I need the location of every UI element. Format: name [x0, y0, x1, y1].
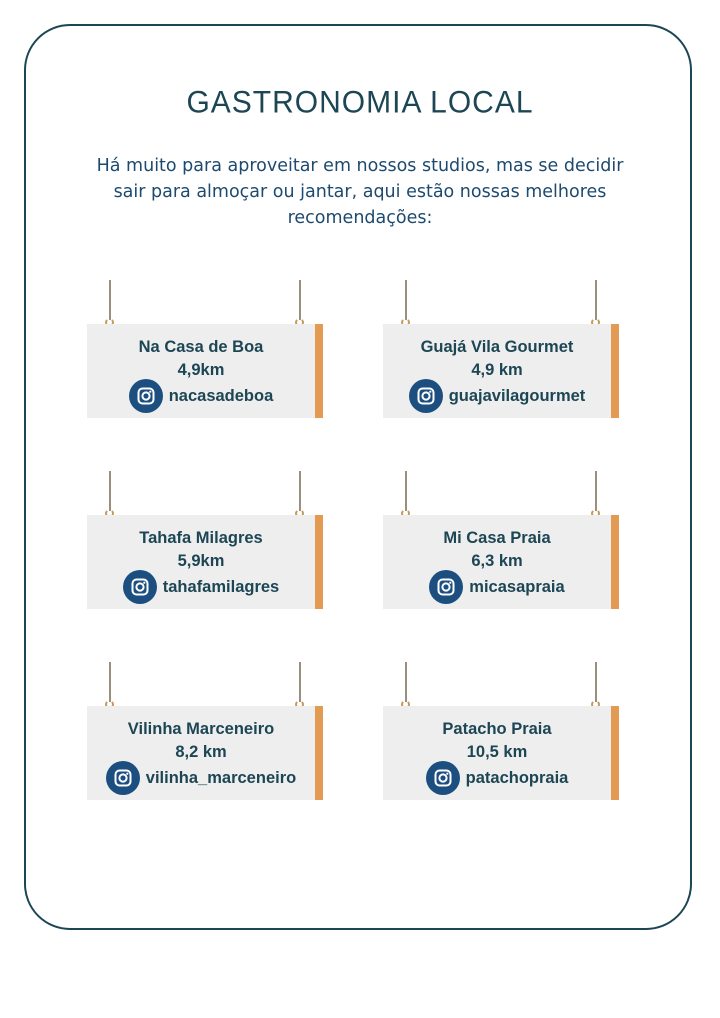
recommendation-sign: [383, 471, 623, 609]
restaurant-name: Tahafa Milagres: [139, 529, 263, 547]
rope: [109, 280, 111, 320]
intro-text: [60, 153, 660, 231]
rope: [299, 662, 301, 702]
rope: [299, 471, 301, 511]
instagram-link[interactable]: [87, 761, 315, 795]
restaurant-name: Patacho Praia: [442, 720, 552, 738]
restaurant-distance: 5,9km: [177, 552, 225, 570]
rope: [405, 471, 407, 511]
rope: [109, 662, 111, 702]
instagram-link[interactable]: [383, 761, 611, 795]
instagram-handle[interactable]: guajavilagourmet: [448, 386, 586, 405]
rope: [595, 280, 597, 320]
instagram-handle[interactable]: patachopraia: [465, 768, 569, 787]
instagram-handle[interactable]: nacasadeboa: [168, 386, 274, 405]
instagram-handle[interactable]: micasapraia: [469, 577, 565, 596]
recommendation-sign: [87, 662, 327, 800]
page-title: GASTRONOMIA LOCAL: [186, 85, 534, 120]
instagram-icon: [123, 570, 157, 604]
restaurant-name: Guajá Vila Gourmet: [420, 338, 574, 356]
rope: [405, 280, 407, 320]
instagram-link[interactable]: [383, 570, 611, 604]
instagram-icon: [409, 379, 443, 413]
rope: [109, 471, 111, 511]
recommendation-sign: [383, 280, 623, 418]
rope: [405, 662, 407, 702]
instagram-link[interactable]: [383, 379, 611, 413]
instagram-icon: [106, 761, 140, 795]
recommendation-sign: [87, 280, 327, 418]
rope: [595, 471, 597, 511]
restaurant-distance: 4,9 km: [471, 361, 523, 379]
intro-line: Há muito para aproveitar em nossos studios, mas se decidir: [96, 156, 624, 176]
intro-line: recomendações:: [287, 208, 433, 228]
instagram-icon: [426, 761, 460, 795]
recommendation-sign: [87, 471, 327, 609]
instagram-icon: [129, 379, 163, 413]
sign-accent-edge: [315, 515, 323, 609]
restaurant-distance: 4,9km: [177, 361, 225, 379]
sign-accent-edge: [315, 324, 323, 418]
restaurant-distance: 8,2 km: [175, 743, 227, 761]
rope: [299, 280, 301, 320]
sign-accent-edge: [315, 706, 323, 800]
sign-accent-edge: [611, 706, 619, 800]
restaurant-name: Vilinha Marceneiro: [127, 720, 275, 738]
sign-accent-edge: [611, 324, 619, 418]
restaurant-name: Na Casa de Boa: [138, 338, 264, 356]
instagram-handle[interactable]: vilinha_marceneiro: [145, 768, 297, 787]
instagram-handle[interactable]: tahafamilagres: [162, 577, 280, 596]
instagram-link[interactable]: [87, 379, 315, 413]
recommendation-sign: [383, 662, 623, 800]
rope: [595, 662, 597, 702]
restaurant-distance: 6,3 km: [471, 552, 523, 570]
intro-line: sair para almoçar ou jantar, aqui estão nossas melhores: [113, 182, 607, 202]
instagram-link[interactable]: [87, 570, 315, 604]
instagram-icon: [429, 570, 463, 604]
sign-accent-edge: [611, 515, 619, 609]
restaurant-name: Mi Casa Praia: [443, 529, 551, 547]
restaurant-distance: 10,5 km: [466, 743, 528, 761]
